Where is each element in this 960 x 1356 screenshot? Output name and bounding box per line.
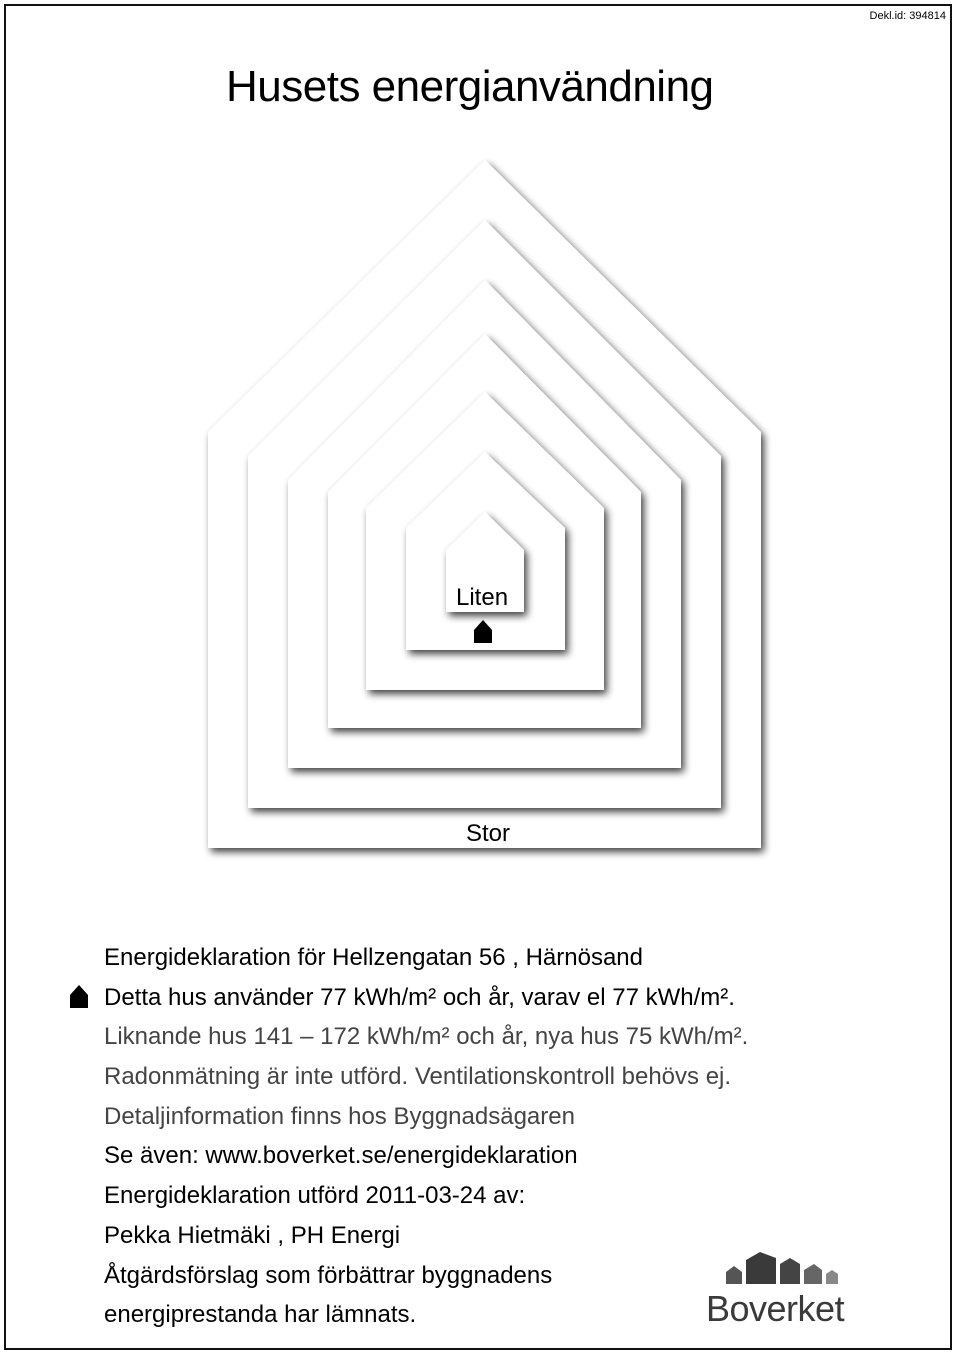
performer-text: Pekka Hietmäki , PH Energi bbox=[104, 1221, 401, 1249]
energy-usage-text: Detta hus använder 77 kWh/m² och år, varav el 77 kWh/m². bbox=[104, 983, 735, 1011]
scale-top-label: Liten bbox=[456, 584, 509, 611]
boverket-logo-text: Boverket bbox=[706, 1288, 845, 1329]
measures-text-2: energiprestanda har lämnats. bbox=[104, 1301, 417, 1329]
performed-date-text: Energideklaration utförd 2011-03-24 av: bbox=[104, 1182, 526, 1210]
details-text: Detaljinformation finns hos Byggnadsägaren bbox=[104, 1102, 575, 1130]
declaration-info bbox=[104, 938, 748, 1335]
measures-text-1: Åtgärdsförslag som förbättrar byggnadens bbox=[104, 1261, 553, 1289]
house-marker-icon bbox=[68, 984, 90, 1008]
declaration-id: Dekl.id: 394814 bbox=[869, 10, 946, 22]
radon-ventilation-text: Radonmätning är inte utförd. Ventilationskontroll behövs ej. bbox=[104, 1063, 732, 1091]
page-title: Husets energianvändning bbox=[226, 62, 714, 111]
similar-houses-text: Liknande hus 141 – 172 kWh/m² och år, nya hus 75 kWh/m². bbox=[104, 1023, 749, 1051]
see-also-text: Se även: www.boverket.se/energideklaration bbox=[104, 1142, 578, 1170]
declaration-heading: Energideklaration för Hellzengatan 56 , Härnösand bbox=[104, 944, 644, 971]
scale-bottom-label: Stor bbox=[466, 820, 511, 847]
